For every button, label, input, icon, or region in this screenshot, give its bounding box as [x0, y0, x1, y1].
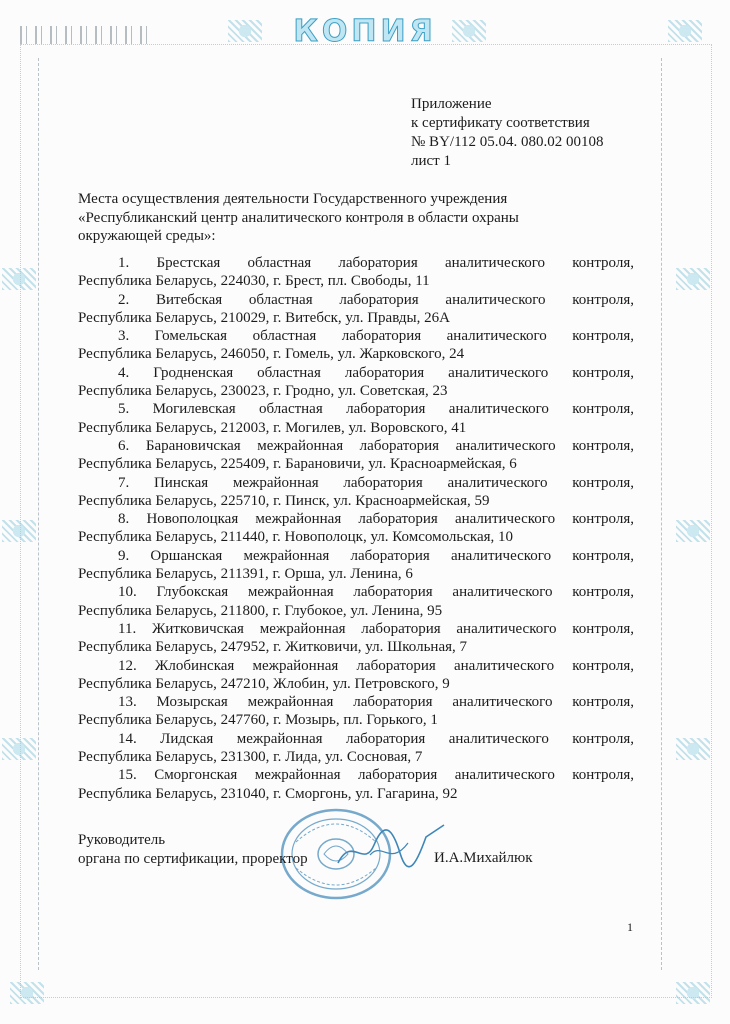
list-item-title: 15. Сморгонская межрайонная лаборатория аналитического контроля,	[118, 767, 634, 784]
list-item	[78, 400, 634, 437]
copy-stamp-header: КОПИЯ	[293, 14, 437, 49]
list-item-address: Республика Беларусь, 211800, г. Глубокое, ул. Ленина, 95	[78, 602, 443, 619]
page-number: 1	[627, 920, 633, 934]
list-item-title: 4. Гродненская областная лаборатория аналитического контроля,	[118, 364, 634, 381]
list-item-address: Республика Беларусь, 211440, г. Новополоцк, ул. Комсомольская, 10	[78, 529, 514, 546]
list-item-title: 7. Пинская межрайонная лаборатория аналитического контроля,	[118, 474, 634, 491]
list-item	[78, 474, 634, 511]
appendix-certificate-number: № BY/112 05.04. 080.02 00108	[411, 134, 604, 150]
list-item	[78, 437, 634, 474]
list-item-address: Республика Беларусь, 246050, г. Гомель, ул. Жарковского, 24	[78, 346, 465, 363]
list-item	[78, 766, 634, 803]
list-item-address: Республика Беларусь, 231040, г. Сморгонь, ул. Гагарина, 92	[78, 785, 458, 802]
list-item-address: Республика Беларусь, 230023, г. Гродно, ул. Советская, 23	[78, 383, 448, 400]
list-item-title: 2. Витебская областная лаборатория аналитического контроля,	[118, 291, 634, 308]
list-item-address: Республика Беларусь, 247952, г. Житковичи, ул. Школьная, 7	[78, 639, 468, 656]
list-item-address: Республика Беларусь, 247210, Жлобин, ул. Петровского, 9	[78, 675, 450, 692]
list-item-title: 9. Оршанская межрайонная лаборатория аналитического контроля,	[118, 547, 634, 564]
signatory-role: Руководитель	[78, 832, 166, 848]
list-item	[78, 327, 634, 364]
list-item-title: 6. Барановичская межрайонная лаборатория аналитического контроля,	[118, 437, 634, 454]
list-item-address: Республика Беларусь, 225710, г. Пинск, ул. Красноармейская, 59	[78, 492, 490, 509]
intro-line: Места осуществления деятельности Государственного учреждения	[78, 191, 508, 207]
list-item	[78, 364, 634, 401]
list-item-title: 14. Лидская межрайонная лаборатория аналитического контроля,	[118, 730, 634, 747]
watermark-rosette	[676, 738, 710, 760]
appendix-certificate-ref: к сертификату соответствия	[411, 115, 590, 131]
list-item-address: Республика Беларусь, 224030, г. Брест, пл. Свободы, 11	[78, 273, 430, 290]
watermark-rosette	[676, 520, 710, 542]
intro-line: «Республиканский центр аналитического контроля в области охраны	[78, 209, 519, 226]
list-item	[78, 291, 634, 328]
list-item-address: Республика Беларусь, 211391, г. Орша, ул. Ленина, 6	[78, 566, 413, 583]
list-item	[78, 620, 634, 657]
appendix-header	[411, 95, 604, 171]
list-item-title: 13. Мозырская межрайонная лаборатория аналитического контроля,	[118, 694, 634, 711]
list-item-title: 3. Гомельская областная лаборатория аналитического контроля,	[118, 328, 634, 345]
intro-paragraph	[78, 190, 638, 246]
watermark-rosette	[2, 268, 36, 290]
appendix-sheet: лист 1	[411, 153, 451, 169]
list-item-address: Республика Беларусь, 231300, г. Лида, ул. Сосновая, 7	[78, 749, 423, 766]
list-item	[78, 583, 634, 620]
watermark-rosette	[2, 520, 36, 542]
signatory-name: И.А.Михайлюк	[434, 850, 533, 866]
watermark-rosette	[2, 738, 36, 760]
laboratory-list	[78, 254, 634, 803]
watermark-rosette	[10, 982, 44, 1004]
list-item	[78, 693, 634, 730]
signature-block	[78, 831, 308, 869]
list-item	[78, 254, 634, 291]
list-item-title: 10. Глубокская межрайонная лаборатория аналитического контроля,	[118, 584, 634, 601]
watermark-rosette	[676, 982, 710, 1004]
list-item-title: 11. Житковичская межрайонная лаборатория аналитического контроля,	[118, 620, 634, 637]
list-item-address: Республика Беларусь, 247760, г. Мозырь, пл. Горького, 1	[78, 712, 438, 729]
list-item-address: Республика Беларусь, 212003, г. Могилев, ул. Воровского, 41	[78, 419, 467, 436]
list-item	[78, 510, 634, 547]
list-item	[78, 547, 634, 584]
list-item-address: Республика Беларусь, 210029, г. Витебск, ул. Правды, 26А	[78, 309, 450, 326]
list-item-title: 8. Новополоцкая межрайонная лаборатория аналитического контроля,	[118, 511, 634, 528]
list-item-address: Республика Беларусь, 225409, г. Барановичи, ул. Красноармейская, 6	[78, 456, 517, 473]
list-item-title: 5. Могилевская областная лаборатория аналитического контроля,	[118, 401, 634, 418]
list-item-title: 12. Жлобинская межрайонная лаборатория аналитического контроля,	[118, 657, 634, 674]
appendix-title: Приложение	[411, 96, 492, 112]
signatory-position: органа по сертификации, проректор	[78, 851, 308, 867]
signature-scribble-icon	[330, 815, 450, 875]
list-item	[78, 657, 634, 694]
list-item-title: 1. Брестская областная лаборатория аналитического контроля,	[118, 255, 634, 271]
list-item	[78, 730, 634, 767]
intro-line: окружающей среды»:	[78, 228, 216, 244]
watermark-rosette	[676, 268, 710, 290]
